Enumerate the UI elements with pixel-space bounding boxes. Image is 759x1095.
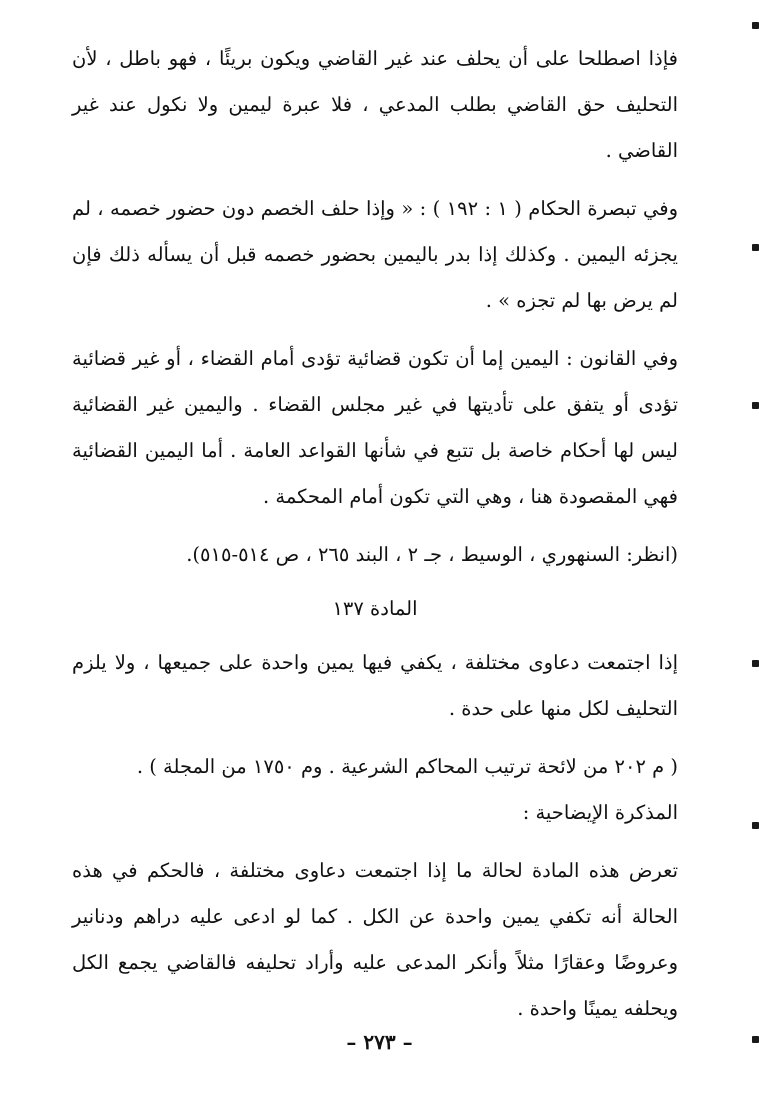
margin-mark bbox=[752, 822, 759, 829]
paragraph-oath-outside-judge: فإذا اصطلحا على أن يحلف عند غير القاضي ويكون بريئًا ، فهو باطل ، لأن التحليف حق القاضي بطلب المدعي ، فلا عبرة ليمين ولا نكول عند غير القاضي . bbox=[72, 47, 678, 162]
page-number: – ٢٧٣ – bbox=[346, 1030, 413, 1054]
paragraph-article-text: إذا اجتمعت دعاوى مختلفة ، يكفي فيها يمين واحدة على جميعها ، ولا يلزم التحليف لكل منها على حدة . bbox=[72, 651, 678, 720]
margin-mark bbox=[752, 402, 759, 409]
paragraph-article-source: ( م ٢٠٢ من لائحة ترتيب المحاكم الشرعية . وم ١٧٥٠ من المجلة ) . bbox=[136, 755, 678, 778]
margin-mark bbox=[752, 22, 759, 29]
memo-heading: المذكرة الإيضاحية : bbox=[522, 801, 678, 824]
paragraph-tabsirat-al-hukkam: وفي تبصرة الحكام ( ١ : ١٩٢ ) : « وإذا حلف الخصم دون حضور خصمه ، لم يجزئه اليمين . وكذلك إذا بدر باليمين بحضور خصمه قبل أن يسأله ذلك فإن لم يرض بها لم تجزه » . bbox=[72, 197, 678, 312]
paragraph-sanhouri-reference: (انظر: السنهوري ، الوسيط ، جـ ٢ ، البند ٢٦٥ ، ص ٥١٤-٥١٥). bbox=[186, 543, 678, 566]
margin-mark bbox=[752, 660, 759, 667]
paragraph-law-judicial-oath: وفي القانون : اليمين إما أن تكون قضائية تؤدى أمام القضاء ، أو غير قضائية تؤدى أو يتفق على تأديتها في غير مجلس القضاء . واليمين غير القضائية ليس لها أحكام خاصة بل تتبع في شأنها القواعد العامة . أما اليمين القضائية فهي المقصودة هنا ، وهي التي تكون أمام المحكمة . bbox=[72, 347, 678, 508]
margin-mark bbox=[752, 244, 759, 251]
margin-mark bbox=[752, 1036, 759, 1043]
article-title: المادة ١٣٧ bbox=[332, 597, 418, 620]
document-page bbox=[72, 36, 678, 1076]
paragraph-memo-explanation: تعرض هذه المادة لحالة ما إذا اجتمعت دعاوى مختلفة ، فالحكم في هذه الحالة أنه تكفي يمين واحدة عن الكل . كما لو ادعى عليه دراهم ودنانير وعروضًا وعقارًا مثلاً وأنكر المدعى عليه وأراد تحليفه فالقاضي يجمع الكل ويحلفه يمينًا واحدة . bbox=[72, 859, 678, 1020]
